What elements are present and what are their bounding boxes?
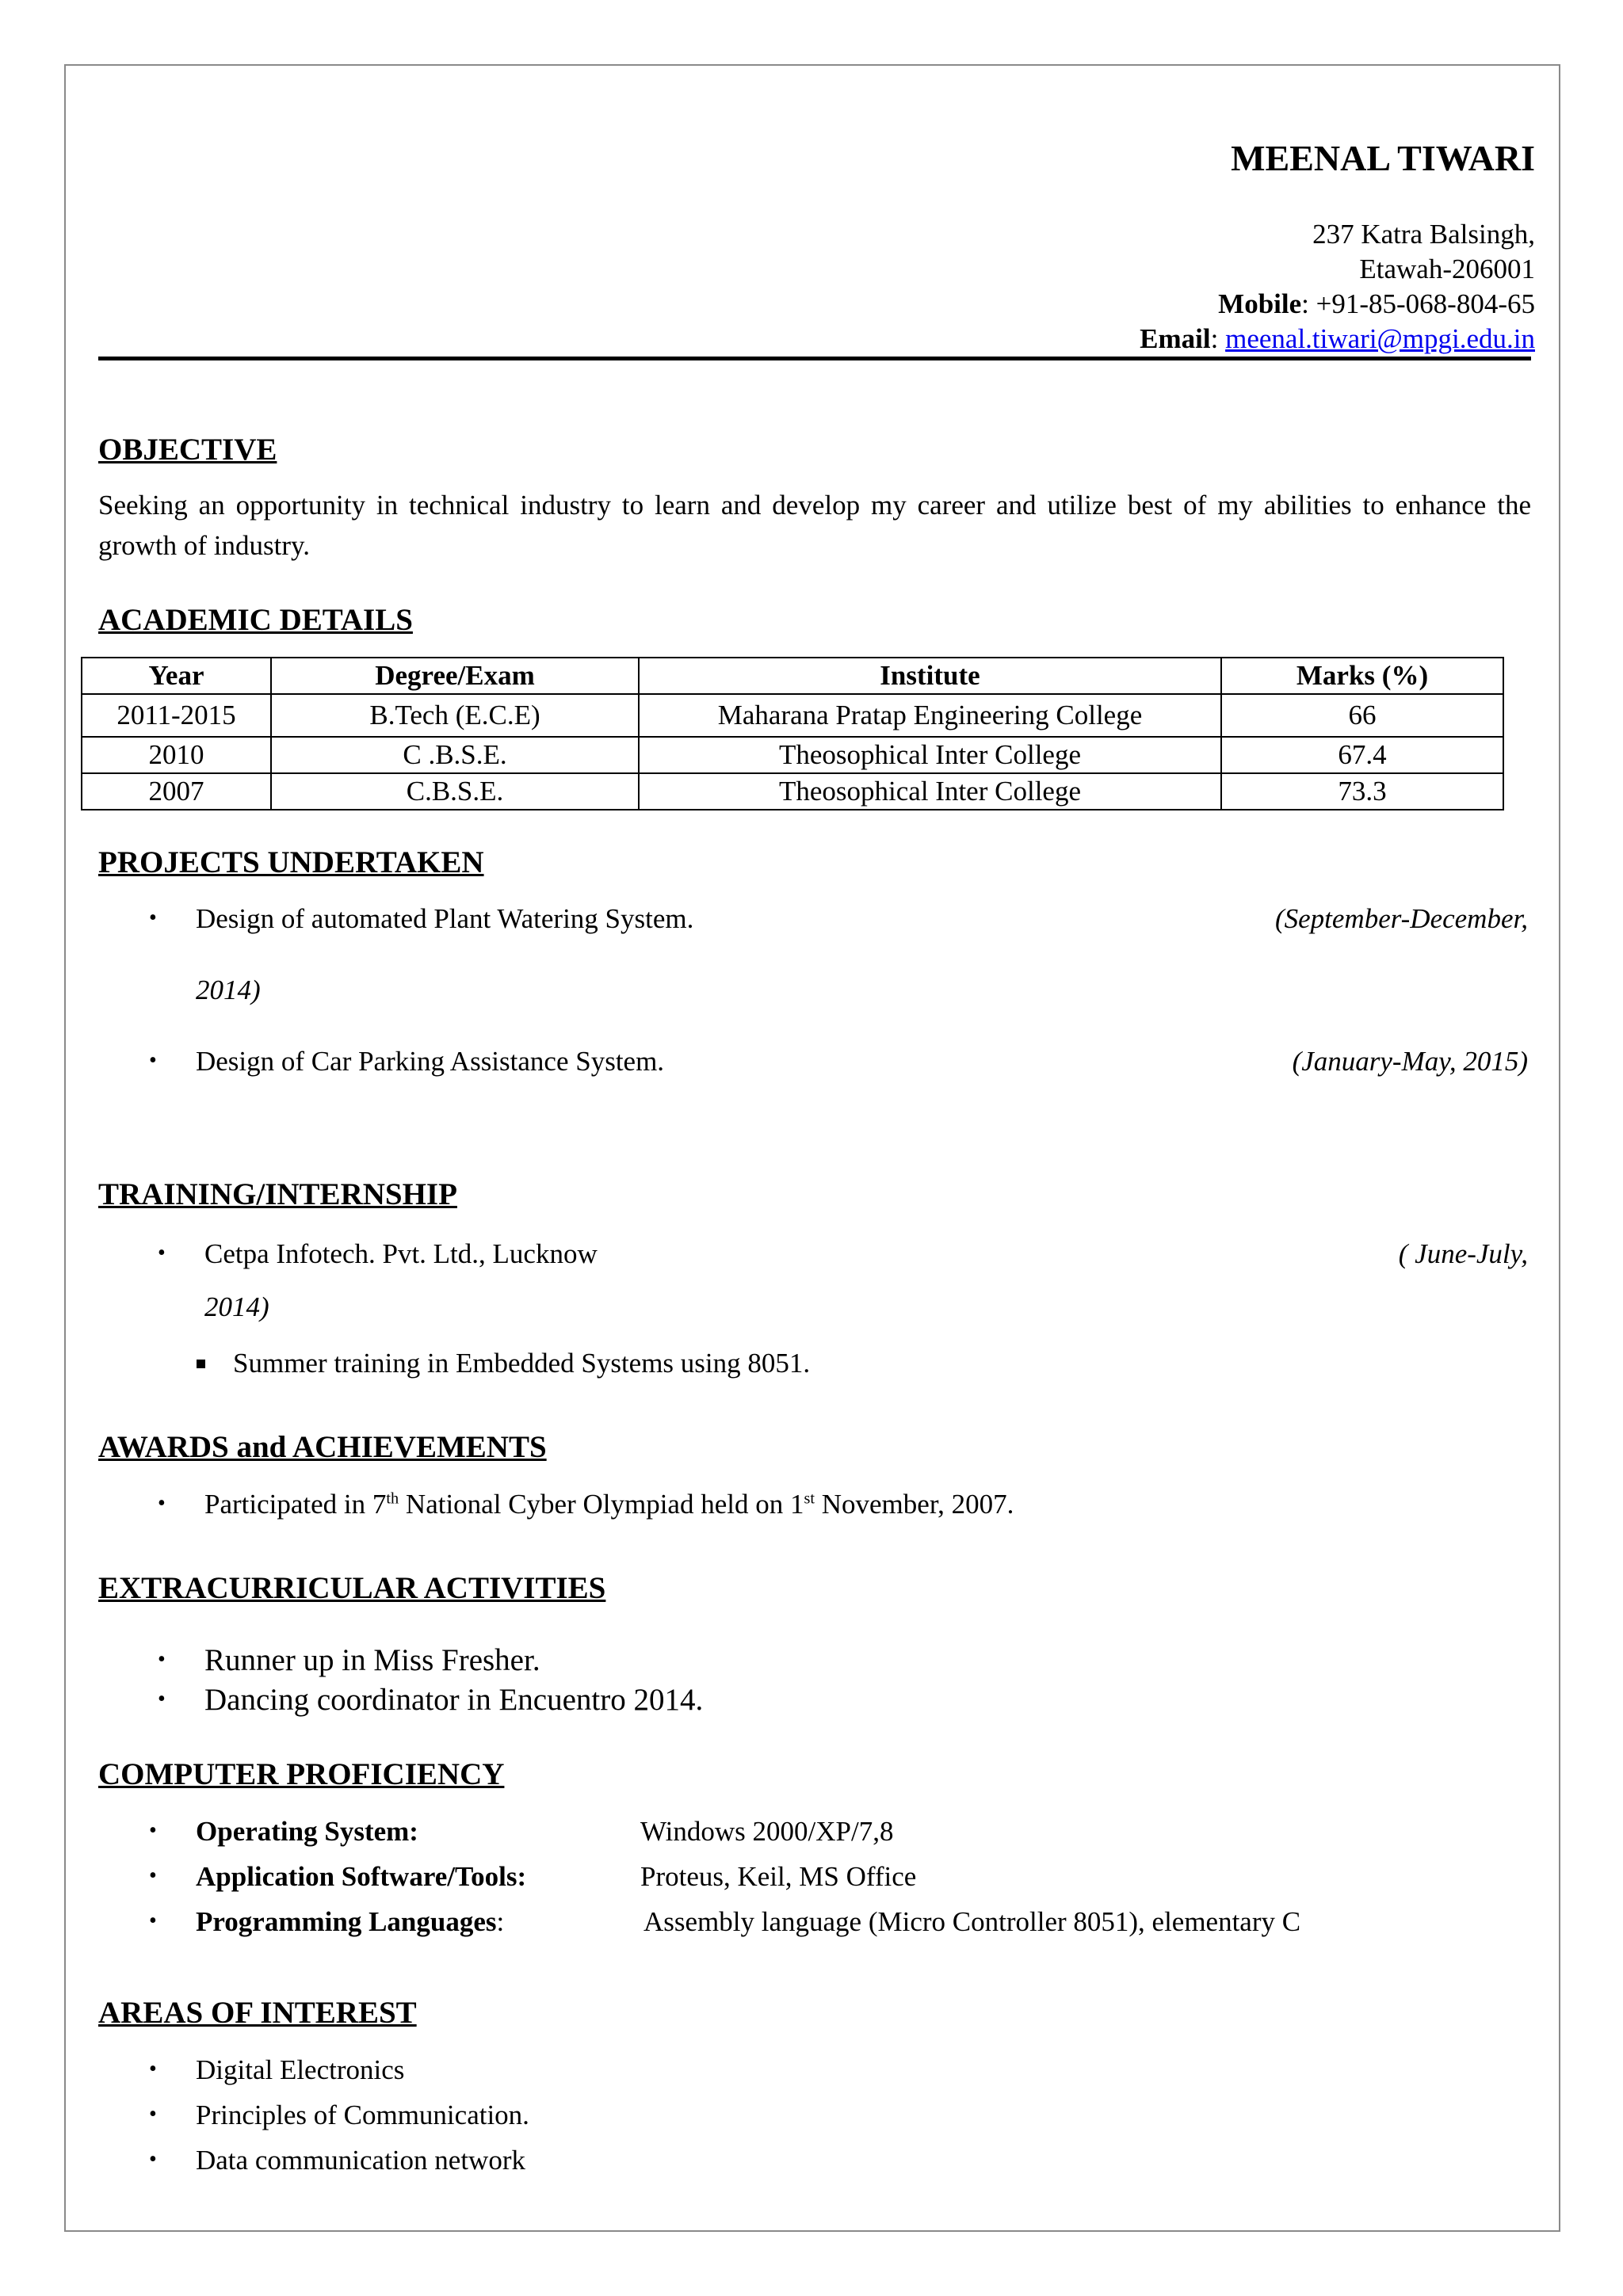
proficiency-value: Windows 2000/XP/7,8 (640, 1816, 894, 1847)
superscript: st (804, 1489, 815, 1508)
training-heading: TRAINING/INTERNSHIP (98, 1177, 457, 1211)
header-divider (98, 357, 1531, 360)
bullet-icon: • (158, 1687, 166, 1711)
interests-heading: AREAS OF INTEREST (98, 1996, 417, 2030)
mobile-line (1218, 288, 1535, 321)
award-text: National Cyber Olympiad held on 1 (399, 1489, 804, 1520)
bullet-icon: • (149, 1048, 157, 1073)
square-bullet-icon (197, 1360, 205, 1368)
proficiency-value: Assembly language (Micro Controller 8051), elementary C (643, 1906, 1301, 1937)
table-cell: B.Tech (E.C.E) (271, 694, 639, 737)
objective-heading: OBJECTIVE (98, 433, 277, 467)
table-cell: Theosophical Inter College (639, 737, 1221, 773)
activity-item: Runner up in Miss Fresher. (204, 1643, 540, 1677)
table-row (82, 737, 1503, 773)
address-line-2: Etawah-206001 (1359, 254, 1535, 284)
candidate-name: MEENAL TIWARI (1231, 138, 1535, 178)
bullet-icon: • (149, 2057, 157, 2081)
project-title: Design of automated Plant Watering System. (196, 903, 694, 934)
bullet-icon: • (158, 1241, 166, 1265)
table-cell: 73.3 (1221, 773, 1503, 810)
column-header: Institute (639, 658, 1221, 694)
email-separator: : (1210, 323, 1226, 354)
award-text: Participated in 7 (204, 1489, 387, 1520)
proficiency-label: Application Software/Tools: (196, 1861, 527, 1892)
bullet-icon: • (149, 2147, 157, 2172)
extracurricular-heading: EXTRACURRICULAR ACTIVITIES (98, 1571, 606, 1605)
bullet-icon: • (149, 1909, 157, 1933)
column-header: Degree/Exam (271, 658, 639, 694)
academic-table (81, 657, 1504, 810)
table-cell: 66 (1221, 694, 1503, 737)
bullet-icon: • (149, 1863, 157, 1888)
table-header-row (82, 658, 1503, 694)
award-text: November, 2007. (815, 1489, 1014, 1520)
table-row (82, 773, 1503, 810)
interest-item: Principles of Communication. (196, 2100, 529, 2130)
proficiency-label: Programming Languages (196, 1906, 497, 1937)
project-title: Design of Car Parking Assistance System. (196, 1046, 665, 1077)
table-row (82, 694, 1503, 737)
project-date-continued: 2014) (196, 974, 261, 1005)
interest-item: Data communication network (196, 2145, 525, 2176)
bullet-icon: • (158, 1491, 166, 1516)
table-cell: Maharana Pratap Engineering College (639, 694, 1221, 737)
email-line (1140, 322, 1535, 356)
award-item (204, 1488, 1014, 1521)
bullet-icon: • (149, 2102, 157, 2126)
column-header: Year (82, 658, 271, 694)
mobile-label: Mobile (1218, 288, 1302, 319)
objective-text: Seeking an opportunity in technical industry to learn and develop my career and utilize best of my abilities to enhance the growth of industry. (98, 490, 1531, 561)
bullet-icon: • (149, 906, 157, 930)
address-line-1: 237 Katra Balsingh, (1312, 219, 1535, 250)
academic-heading: ACADEMIC DETAILS (98, 603, 413, 637)
email-label: Email (1140, 323, 1211, 354)
column-header: Marks (%) (1221, 658, 1503, 694)
projects-heading: PROJECTS UNDERTAKEN (98, 845, 484, 879)
training-company: Cetpa Infotech. Pvt. Ltd., Lucknow (204, 1238, 598, 1269)
table-cell: C .B.S.E. (271, 737, 639, 773)
training-date-continued: 2014) (204, 1291, 269, 1322)
email-link[interactable]: meenal.tiwari@mpgi.edu.in (1225, 323, 1535, 354)
superscript: th (386, 1489, 399, 1508)
label-suffix: : (496, 1906, 505, 1937)
computer-heading: COMPUTER PROFICIENCY (98, 1757, 505, 1791)
bullet-icon: • (158, 1647, 166, 1672)
proficiency-label: Operating System: (196, 1816, 418, 1847)
table-cell: 2011-2015 (82, 694, 271, 737)
interest-item: Digital Electronics (196, 2054, 405, 2085)
awards-heading: AWARDS and ACHIEVEMENTS (98, 1430, 547, 1464)
table-cell: 2007 (82, 773, 271, 810)
bullet-icon: • (149, 1818, 157, 1843)
table-cell: Theosophical Inter College (639, 773, 1221, 810)
project-date: (January-May, 2015) (1292, 1046, 1528, 1077)
activity-item: Dancing coordinator in Encuentro 2014. (204, 1683, 704, 1717)
project-date: (September-December, (1274, 903, 1528, 934)
table-cell: 67.4 (1221, 737, 1503, 773)
mobile-value: : +91-85-068-804-65 (1301, 288, 1535, 319)
table-cell: 2010 (82, 737, 271, 773)
training-sub-item: Summer training in Embedded Systems using 8051. (233, 1348, 811, 1379)
proficiency-value: Proteus, Keil, MS Office (640, 1861, 917, 1892)
training-date: ( June-July, (1398, 1238, 1528, 1269)
proficiency-label-line (196, 1905, 504, 1939)
table-cell: C.B.S.E. (271, 773, 639, 810)
